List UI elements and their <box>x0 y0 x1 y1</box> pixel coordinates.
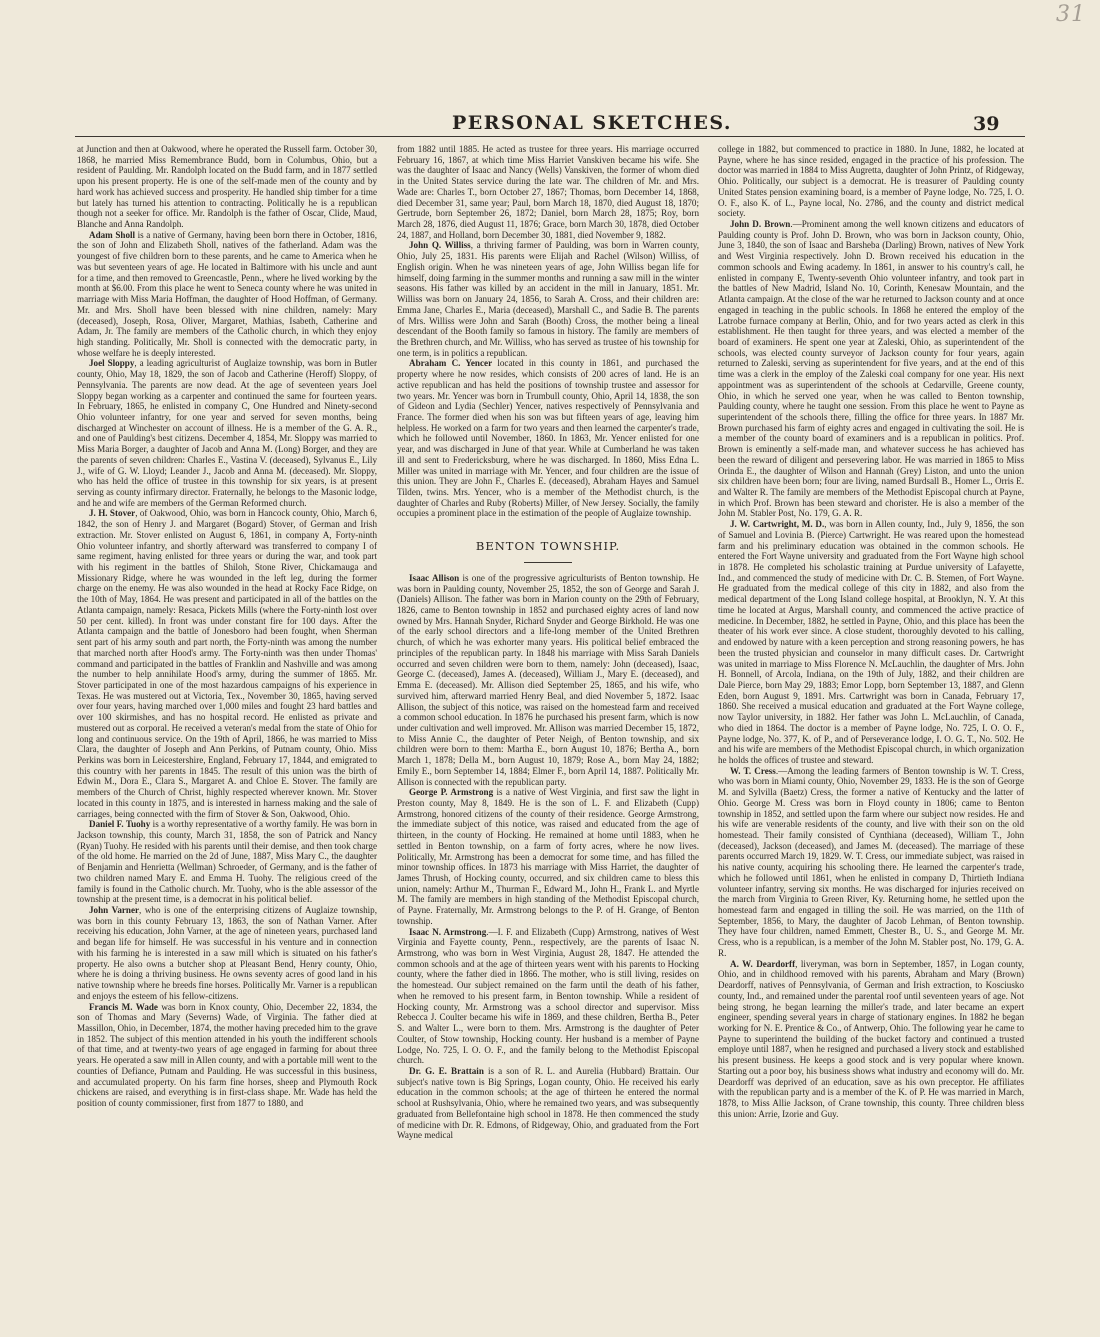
biography-text: is a native of West Virginia, and first saw the light in Preston county, May 8, 1849. He is the son of L. F. and Elizabeth (Cupp) Armstrong, honored citizens of the county of their residence. George Armstrong, the immediate subject of this notice, was raised and educated from the age of thirteen, in the county of Hocking. He remained at home until 1883, when he settled in Benton township, on a farm of forty acres, where he now lives. Politically, Mr. Armstrong has been a democrat for some time, and has filled the minor township offices. In 1873 his marriage with Miss Harriet, the daughter of James Thrush, of Hocking county, occurred, and six children came to bless this union, namely: Arthur M., Thurman F., Edward M., John H., Frank L. and Myrtle M. The family are members in high standing of the Methodist Episcopal church, of Payne. Fraternally, Mr. Armstrong belongs to the P. of H. Grange, of Benton township. <box>397 787 699 926</box>
biography-paragraph <box>397 787 699 926</box>
biography-paragraph <box>77 905 377 1001</box>
biography-text: at Junction and then at Oakwood, where he operated the Russell farm. October 30, 1868, he married Miss Remembrance Budd, born in Columbus, Ohio, but a resident of Paulding. Mr. Randolph located on the Budd farm, and in 1877 settled upon his present property. He is one of the self-made men of the county and by hard work has achieved success and prosperity. He handled ship timber for a time but lately has turned his attention to contracting. Politically he is a republican though not a seeker for office. Mr. Randolph is the father of Oscar, Clide, Maud, Blanche and Anna Randolph. <box>77 144 377 230</box>
biography-name: George P. Armstrong <box>409 787 494 798</box>
biography-paragraph <box>77 230 377 359</box>
biography-text: .—Prominent among the well known citizens and educators of Paulding county is Prof. John D. Brown, who was born in Jackson county, Ohio, June 3, 1840, the son of Isaac and Barsheba (Darling) Brown, natives of New York and West Virginia respectively. John D. Brown received his education in the common schools and Ewing academy. In 1861, in answer to his country's call, he enlisted in company E, Twenty-seventh Ohio volunteer infantry, and took part in the battles of New Madrid, Island No. 10, Corinth, Kenesaw Mountain, and the Atlanta campaign. At the close of the war he returned to Jackson county and at once engaged in teaching in the public schools. In 1868 he entered the employ of the Latrobe furnace company at Berlin, Ohio, and for two years acted as clerk in this establishment. He then taught for three years, and was elected a member of the board of examiners. He spent one year at Zaleski, Ohio, as superintendent of the schools, was elected county surveyor of Jackson county for four years, again returned to Zaleski, serving as superintendent for five years, and at the end of this time was a clerk in the employ of the Zaleski coal company for one year. His next appointment was as superintendent of the schools at Cedarville, Greene county, Ohio, in which he served one year, when he was called to Benton township, Paulding county, where he taught one session. From this place he went to Payne as superintendent of the schools there, filling the office for three years. In 1887 Mr. Brown purchased his farm of eighty acres and engaged in cultivating the soil. He is a member of the county board of examiners and is a republican in politics. Prof. Brown is eminently a self-made man, and whatever success he has achieved has been the reward of diligent and persevering labor. He was married in 1865 to Miss Orinda E., the daughter of Wilson and Hannah (Grey) Liston, and unto the union six children have been born; four are living, named Burdsall B., Homer L., Orris E. and Walter R. The family are members of the Methodist Episcopal church at Payne, in which Prof. Brown has been steward and chorister. He is also a member of the John M. Stabler Post, No. 179, G. A. R. <box>718 219 1024 519</box>
biography-name: John Q. Williss <box>409 240 471 251</box>
biography-text: college in 1882, but commenced to practice in 1880. In June, 1882, he located at Payne, where he has since resided, engaged in the practice of his profession. The doctor was married in 1884 to Miss Augretta, daughter of John Printz, of Ridgeway, Ohio. Politically, our subject is a democrat. He is treasurer of Paulding county United States pension examining board, is a member of Payne lodge, No. 725, I. O. O. F., also K. of L., Payne local, No. 2786, and the county and district medical society. <box>718 144 1024 219</box>
biography-text: is a native of Germany, having been born there in October, 1816, the son of John and Elizabeth Sholl, natives of the fatherland. Adam was the youngest of five children born to these parents, and he came to America when he was but seventeen years of age. He located in Baltimore with his uncle and aunt for a time, and then removed to Greencastle, Penn., where he lived working by the month at $6.00. From this place he went to Seneca county where he was united in marriage with Miss Maria Hoffman, the daughter of Hood Hoffman, of Germany. Mr. and Mrs. Sholl have been blessed with nine children, namely: Mary (deceased), Joseph, Rosa, Oliver, Margaret, Mathias, Isabeth, Catherine and Adam, Jr. The family are members of the Catholic church, in which they enjoy high standing. Politically, Mr. Sholl is connected with the democratic party, in whose welfare he is deeply interested. <box>77 229 377 358</box>
biography-text: , liveryman, was born in September, 1857, in Logan county, Ohio, and in childhood removed with his parents, Abraham and Mary (Brown) Deardorff, natives of Pennsylvania, of German and Irish extraction, to Kosciusko county, Ind., and remained under the parental roof until seventeen years of age. Not being strong, he began learning the miller's trade, and later became an expert engineer, spending several years in charge of stationary engines. In 1882 he began working for N. E. Prentice & Co., of Antwerp, Ohio. The following year he came to Payne to superintend the building of the bucket factory and continued a trusted employe until 1887, when he resigned and purchased a livery stock and established his present business. He keeps a good stock and is very popular where known. Starting out a poor boy, his business shows what industry and economy will do. Mr. Deardorff was deprived of an education, save as his own preceptor. He affiliates with the republican party and is a member of the K. of P. He was married in March, 1878, to Miss Allie Jackson, of Crane township, this county. Three children bless this union: Arrie, Izorie and Guy. <box>718 958 1024 1119</box>
biography-text: .—I. F. and Elizabeth (Cupp) Armstrong, natives of West Virginia and Fayette county, Penn., respectively, are the parents of Isaac N. Armstrong, who was born in West Virginia, August 28, 1847. He attended the common schools and at the age of thirteen years went with his parents to Hocking county, where the father died in 1866. The mother, who is still living, resides on the homestead. Our subject remained on the farm until the death of his father, when he removed to his present farm, in Benton township. While a resident of Hocking county, Mr. Armstrong was a school director and supervisor. Miss Rebecca J. Coulter became his wife in 1869, and these children, Bertha B., Peter S. and Walter L., were born to them. Mrs. Armstrong is the daughter of Peter Coulter, of Stow township, Hocking county. Her husband is a member of Payne Lodge, No. 725, I. O. O. F., and the family belong to the Methodist Episcopal church. <box>397 926 699 1066</box>
biography-text: was born in Knox county, Ohio, December 22, 1834, the son of Thomas and Mary (Severns) Wade, of Virginia. The father died at Massillon, Ohio, in December, 1874, the mother having preceded him to the grave in 1852. The subject of this mention attended in his youth the indifferent schools of that time, and at twenty-two years of age engaged in farming for about three years. He operated a saw mill in Allen county, and with a portable mill went to the counties of Defiance, Putnam and Paulding. He was successful in this business, and accumulated property. On his farm fine horses, sheep and Plymouth Rock chickens are raised, and everything is in first-class shape. Mr. Wade has held the position of county commissioner, first from 1877 to 1880, and <box>77 1001 377 1108</box>
biography-text: is a son of R. L. and Aurelia (Hubbard) Brattain. Our subject's native town is Big Springs, Logan county, Ohio. He received his early education in the common schools; at the age of thirteen he entered the normal school at Rushsylvania, Ohio, where he remained two years, and was subsequently graduated from Bellefontaine high school in 1878. He then commenced the study of medicine with Dr. R. Edmons, of Ridgeway, Ohio, and graduated from the Fort Wayne medical <box>397 1065 699 1141</box>
biography-name: J. H. Stover <box>89 508 136 519</box>
biography-paragraph <box>718 959 1024 1120</box>
biography-text: , a leading agriculturist of Auglaize township, was born in Butler county, Ohio, May 18, 1829, the son of Jacob and Catherine (Heroff) Sloppy, of Pennsylvania. The parents are now dead. At the age of seventeen years Joel Sloppy began working as a carpenter and continued the same for fourteen years. In February, 1865, he enlisted in company C, One Hundred and Ninety-second Ohio volunteer infantry, for one year and served for seven months, being discharged at Winchester on account of illness. He is a member of the G. A. R., and one of Paulding's best citizens. December 4, 1854, Mr. Sloppy was married to Miss Maria Borger, a daughter of Jacob and Anna M. (Long) Borger, and they are the parents of seven children: Charles E., Vastina V. (deceased), Sylvanus E., Lily J., wife of G. W. Lloyd; Leander J., Jacob and Anna M. (deceased). Mr. Sloppy, who has held the office of trustee in this township for six years, is at present serving as county infirmary director. Fraternally, he belongs to the Masonic lodge, and he and wife are members of the German Reformed church. <box>77 358 377 508</box>
biography-text: , of Oakwood, Ohio, was born in Hancock county, Ohio, March 6, 1842, the son of Henry J. and Margaret (Bogard) Stover, of German and Irish extraction. Mr. Stover enlisted on August 6, 1861, in company A, Forty-ninth Ohio volunteer infantry, and shortly afterward was transferred to company I of same regiment, having enlisted for three years or during the war, and took part with his regiment in the battles of Shiloh, Stone River, Chickamauga and Missionary Ridge, where he was wounded in the left leg, during the former charge on the enemy. He was also wounded in the head at Rocky Face Ridge, on the 10th of May, 1864. He was present and participated in all of the battles on the Atlanta campaign, namely: Resaca, Pickets Mills (where the Forty-ninth lost over 50 per cent. killed). In front was under constant fire for 100 days. After the Atlanta campaign and the battle of Jonesboro had been fought, when Sherman sent part of his army south and part north, the Forty-ninth was among the number that marched north after Hood's army. The Forty-ninth was then under Thomas' command and participated in the battles of Franklin and Nashville and was among the number to help annihilate Hood's army, during the summer of 1865. Mr. Stover participated in one of the most hazardous campaigns of his experience in Texas. He was mustered out at Victoria, Tex., November 30, 1865, having served over four years, having marched over 1,000 miles and fought 23 hard battles and over 100 skirmishes, and has no hospital record. He enlisted as private and mustered out as corporal. He received a veteran's medal from the state of Ohio for long and continuous service. On the 19th of April, 1866, he was married to Miss Clara, the daughter of Joseph and Ann Perkins, of Putnam county, Ohio. Miss Perkins was born in Leicestershire, England, February 17, 1844, and emigrated to this country with her parents in 1845. The result of this union was the birth of Edwin M., Dora E., Clara S., Margaret A. and Chloe E. Stover. The family are members of the Church of Christ, highly respected wherever known. Mr. Stover located in this county in 1875, and is interested in harness making and the sale of carriages, being connected with the firm of Stover & Son, Oakwood, Ohio. <box>77 508 377 819</box>
biography-text: from 1882 until 1885. He acted as trustee for three years. His marriage occurred February 16, 1867, at which time Miss Harriet Vanskiven became his wife. She was the daughter of Isaac and Nancy (Wells) Vanskiven, the former of whom died in the United States service during the late war. The children of Mr. and Mrs. Wade are: Charles T., born October 27, 1867; Thomas, born December 14, 1868, died December 31, same year; Paul, born March 18, 1870, died August 18, 1870; Gertrude, born September 26, 1872; Daniel, born March 28, 1875; Roy, born March 28, 1876, died August 11, 1876; Grace, born March 30, 1878, died October 24, 1887, and Holland, born December 30, 1881, died November 9, 1882. <box>397 144 699 240</box>
biography-name: Dr. G. E. Brattain <box>409 1065 484 1076</box>
header-rule <box>75 136 1025 137</box>
biography-name: J. W. Cartwright, M. D. <box>730 519 825 530</box>
biography-paragraph <box>77 819 377 905</box>
biography-paragraph <box>77 358 377 508</box>
biography-paragraph <box>397 927 699 1066</box>
biography-paragraph <box>718 766 1024 959</box>
section-heading-benton-township: BENTON TOWNSHIP. <box>475 539 621 554</box>
biography-name: W. T. Cress <box>730 765 776 776</box>
column-2-top-entries <box>397 144 699 519</box>
biography-text: is a worthy representative of a worthy family. He was born in Jackson township, this county, March 31, 1858, the son of Patrick and Nancy (Ryan) Tuohy. He resided with his parents until their demise, and then took charge of the old home. He married on the 2d of June, 1887, Miss Mary C., the daughter of Benjamin and Henrietta (Wellman) Schroeder, of Germany, and is the father of two children named Mary E. and Emma H. Tuohy. The religious creed of the family is found in the Catholic church. Mr. Tuohy, who is the able assessor of the township at the present time, is a democrat in his political belief. <box>77 819 377 905</box>
biography-paragraph <box>77 144 377 230</box>
biography-name: John D. Brown <box>730 219 791 230</box>
biography-text: is one of the progressive agriculturists of Benton township. He was born in Paulding county, November 25, 1852, the son of George and Sarah J. (Daniels) Allison. The father was born in Marion county on the 29th of February, 1826, came to Benton township in 1852 and purchased eighty acres of land now owned by Mrs. Hannah Snyder, Richard Snyder and George Birkhold. He was one of the early school directors and a life-long member of the United Brethren church, of which he was exhorter many years. His political belief embraced the principles of the republican party. In 1848 his marriage with Miss Sarah Daniels occurred and seven children were born to them, namely: John (deceased), Isaac, George C. (deceased), James A. (deceased), William J., Mary E. (deceased), and Emma E. (deceased). Mr. Allison died September 25, 1865, and his wife, who survived him, afterward married Henry Beal, and died November 5, 1872. Isaac Allison, the subject of this notice, was raised on the homestead farm and received a common school education. In 1876 he purchased his present farm, which is now under cultivation and well improved. Mr. Allison was married December 15, 1872, to Miss Annie C., the daughter of Peter Neigh, of Benton township, and six children were born to them: Martha E., born August 10, 1876; Bertha A., born March 1, 1878; Della M., born August 10, 1879; Rose A., born May 24, 1882; Emily E., born September 14, 1884; Elmer F., born April 14, 1887. Politically Mr. Allison is connected with the republican party. <box>397 572 699 787</box>
text-column-2 <box>397 144 699 1264</box>
page-number: 39 <box>973 113 1000 135</box>
biography-paragraph <box>77 508 377 819</box>
biography-paragraph <box>77 1002 377 1109</box>
biography-text: located in this county in 1861, and purchased the property where he now resides, which consists of 200 acres of land. He is an active republican and has held the positions of township trustee and assessor for two years. Mr. Yencer was born in Trumbull county, Ohio, April 14, 1838, the son of Gideon and Lydia (Sechler) Yencer, natives respectively of Pennsylvania and France. The former died when his son was but fifteen years of age, leaving him helpless. He worked on a farm for two years and then learned the carpenter's trade, which he followed until November, 1860. In 1863, Mr. Yencer enlisted for one year, and was discharged in June of that year. While at Cumberland he was taken ill and sent to Fredericksburg, where he was discharged. In 1860, Miss Edna L. Miller was united in marriage with Mr. Yencer, and four children are the issue of this union. They are John F., Charles E. (deceased), Abraham Hayes and Samuel Tilden, twins. Mrs. Yencer, who is a member of the Methodist church, is the daughter of Charles and Ruby (Roberts) Miller, of New Jersey. Socially, the family occupies a prominent place in the estimation of the people of Auglaize township. <box>397 358 699 519</box>
biography-text: .—Among the leading farmers of Benton township is W. T. Cress, who was born in Miami county, Ohio, November 29, 1833. He is the son of George M. and Sylvilla (Baetz) Cress, the former a native of Kentucky and the latter of Ohio. George M. Cress was born in Floyd county in 1806; came to Benton township in 1852, and settled upon the farm where our subject now resides. He and his wife are venerable residents of the county, and live with their son on the old homestead. Their family consisted of Cynthiana (deceased), William T., John (deceased), Jackson (deceased), and James M. (deceased). The marriage of these parents occurred March 19, 1829. W. T. Cress, our immediate subject, was raised in his native county, acquiring his schooling there. He learned the carpenter's trade, which he followed until 1861, when he enlisted in company D, Thirtieth Indiana volunteer infantry, serving six months. He was discharged for injuries received on the march from Virginia to Green River, Ky. Returning home, he settled upon the homestead farm and engaged in tilling the soil. He was married, on the 11th of September, 1856, to Mary, the daughter of Jacob Lehman, of Benton township. They have four children, named Emmett, Chester B., U. S., and George M. Mr. Cress, who is a republican, is a member of the John M. Stabler post, No. 179, G. A. R. <box>718 765 1024 958</box>
biography-paragraph <box>397 144 699 240</box>
biography-name: Joel Sloppy <box>89 358 135 369</box>
biography-name: Abraham C. Yencer <box>409 358 493 369</box>
biography-name: Francis M. Wade <box>89 1001 158 1012</box>
biography-paragraph <box>718 144 1024 219</box>
biography-name: Adam Sholl <box>89 229 136 240</box>
biography-paragraph <box>718 519 1024 766</box>
biography-paragraph <box>718 219 1024 519</box>
biography-paragraph <box>397 358 699 519</box>
text-column-1 <box>77 144 377 1264</box>
text-column-3 <box>718 144 1024 1264</box>
biography-text: , was born in Allen county, Ind., July 9, 1856, the son of Samuel and Lovinia B. (Pierce) Cartwright. He was reared upon the homestead farm and his preliminary education was obtained in the common schools. He entered the Fort Wayne university and graduated from the Fort Wayne high school in 1878. He completed his scholastic training at Purdue university of Lafayette, Ind., and commenced the study of medicine with Dr. C. B. Stemen, of Fort Wayne. He graduated from the medical college of this city in 1882, and also from the medical department of the Long Island college hospital, at Brooklyn, N. Y. At this time he located at Argus, Marshall county, and commenced the active practice of medicine. In December, 1882, he settled in Payne, Ohio, and this place has been the theater of his work ever since. A close student, thoroughly devoted to his calling, and endowed by nature with a keen perception and strong reasoning powers, he has been the trusted physician and counselor in many difficult cases. Dr. Cartwright was united in marriage to Miss Florence N. McLauchlin, the daughter of Mrs. John H. Bonnell, of Arcola, Indiana, on the 19th of July, 1882, and their children are Dale Pierce, born May 29, 1883; Emor Lopp, born September 13, 1887, and Glenn Eden, born August 9, 1891. Mrs. Cartwright was born in Canada, February 17, 1860. She received a musical education and graduated at the Fort Wayne college, now Taylor university, in 1882. Her father was John L. McLauchlin, of Canada, who died in 1864. The doctor is a member of Payne lodge, No. 725, I. O. O. F., Payne lodge, No. 377, K. of P., and of Perseverance lodge, I. O. G. T., No. 502. He and his wife are members of the Methodist Episcopal church, in which organization he holds the offices of trustee and steward. <box>718 519 1024 765</box>
running-title: PERSONAL SKETCHES. <box>452 112 732 134</box>
biography-name: Isaac Allison <box>409 572 460 583</box>
biography-paragraph <box>397 1066 699 1141</box>
section-heading-rule <box>524 562 572 563</box>
biography-name: Isaac N. Armstrong <box>409 926 487 937</box>
biography-name: Daniel F. Tuohy <box>89 819 151 830</box>
biography-paragraph <box>397 240 699 358</box>
biography-paragraph <box>397 573 699 787</box>
biography-text: , a thriving farmer of Paulding, was born in Warren county, Ohio, July 25, 1831. His parents were Elijah and Rachel (Wilson) Williss, of English origin. When he was nineteen years of age, John Williss began life for himself, doing farming in the summer months and running a saw mill in the winter seasons. His father was killed by an accident in the mill in January, 1851. Mr. Williss was born on January 24, 1856, to Sarah A. Cross, and their children are: Emma Jane, Charles E., Maria (deceased), Marshall C., and Sadie B. The parents of Mrs. Williss were John and Sarah (Booth) Cross, the mother being a lineal descendant of the Booth family so famous in history. The family are members of the Brethren church, and Mr. Williss, who has served as trustee of his township for one term, is in politics a republican. <box>397 240 699 358</box>
biography-name: A. W. Deardorff <box>730 958 796 969</box>
biography-text: , who is one of the enterprising citizens of Auglaize township, was born in this county February 13, 1863, the son of Nathan Varner. After receiving his education, John Varner, at the age of nineteen years, purchased land and began life for himself. He was successful in his venture and in connection with his farming he is interested in a saw mill which is situated on his father's property. He also owns a butcher shop at Pleasant Bend, Henry county, Ohio, where he is doing a thriving business. He owns seventy acres of good land in his native township where he breeds fine horses. Politically Mr. Varner is a republican and enjoys the esteem of his fellow-citizens. <box>77 905 377 1001</box>
column-2-bottom-entries <box>397 573 699 1141</box>
biography-name: John Varner <box>89 905 140 916</box>
handwritten-page-number: 31 <box>1056 2 1086 27</box>
